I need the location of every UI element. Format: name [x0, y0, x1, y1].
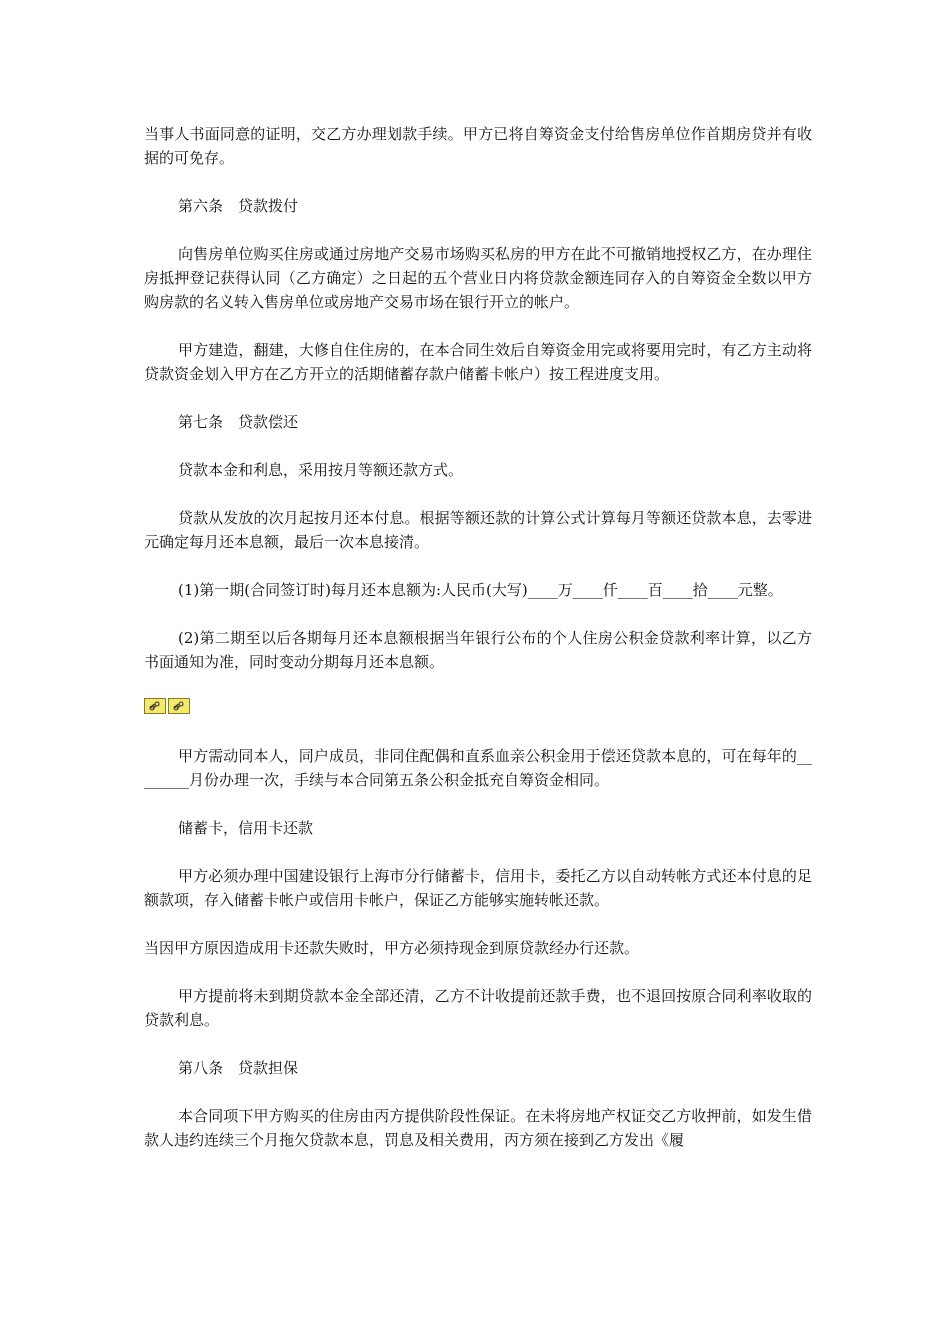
paragraph: 甲方建造，翻建，大修自住住房的，在本合同生效后自筹资金用完或将要用完时，有乙方主动将贷款资金划入甲方在乙方开立的活期储蓄存款户储蓄卡帐户）按工程进度支用。: [144, 341, 812, 383]
link-icon[interactable]: [144, 698, 166, 714]
paragraph: (1)第一期(合同签订时)每月还本息额为:人民币(大写)____万____仟____百____拾____元整。: [178, 581, 783, 599]
embedded-link-icons: [144, 698, 812, 716]
document-page: [144, 122, 812, 1176]
paragraph: 本合同项下甲方购买的住房由丙方提供阶段性保证。在未将房地产权证交乙方收押前，如发生借款人违约连续三个月拖欠贷款本息，罚息及相关费用，丙方须在接到乙方发出《履: [144, 1107, 812, 1149]
paragraph: 贷款本金和利息，采用按月等额还款方式。: [178, 461, 464, 479]
subheading: 储蓄卡，信用卡还款: [178, 819, 314, 837]
link-icon[interactable]: [168, 698, 190, 714]
article-8-heading: 第八条 贷款担保: [178, 1059, 299, 1077]
paragraph: 向售房单位购买住房或通过房地产交易市场购买私房的甲方在此不可撤销地授权乙方，在办理住房抵押登记获得认同（乙方确定）之日起的五个营业日内将贷款金额连同存入的自筹资金全数以甲方购房款的名义转入售房单位或房地产交易市场在银行开立的帐户。: [144, 245, 812, 311]
paragraph: 甲方需动同本人，同户成员，非同住配偶和直系血亲公积金用于偿还贷款本息的，可在每年的________月份办理一次，手续与本合同第五条公积金抵充自筹资金相同。: [144, 747, 812, 789]
article-6-heading: 第六条 贷款拨付: [178, 197, 299, 215]
paragraph: 当因甲方原因造成用卡还款失败时，甲方必须持现金到原贷款经办行还款。: [144, 939, 640, 957]
article-7-heading: 第七条 贷款偿还: [178, 413, 299, 431]
paragraph: 甲方必须办理中国建设银行上海市分行储蓄卡，信用卡，委托乙方以自动转帐方式还本付息的足额款项，存入储蓄卡帐户或信用卡帐户，保证乙方能够实施转帐还款。: [144, 867, 812, 909]
paragraph: 甲方提前将未到期贷款本金全部还清，乙方不计收提前还款手费，也不退回按原合同利率收取的贷款利息。: [144, 987, 812, 1029]
paragraph: 贷款从发放的次月起按月还本付息。根据等额还款的计算公式计算每月等额还贷款本息，去零进元确定每月还本息额，最后一次本息接清。: [144, 509, 812, 551]
paragraph: 当事人书面同意的证明，交乙方办理划款手续。甲方已将自筹资金支付给售房单位作首期房贷并有收据的可免存。: [144, 125, 812, 167]
paragraph: (2)第二期至以后各期每月还本息额根据当年银行公布的个人住房公积金贷款利率计算，以乙方书面通知为准，同时变动分期每月还本息额。: [144, 629, 812, 671]
